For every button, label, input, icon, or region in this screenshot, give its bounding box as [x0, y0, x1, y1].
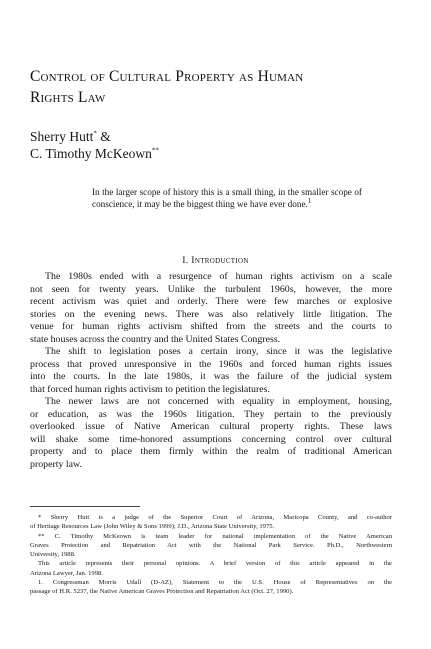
author-name-1: Sherry Hutt	[30, 129, 94, 144]
author-footnote-mark-1: *	[93, 129, 97, 138]
footnote	[30, 578, 392, 597]
body-line: not seen for twenty years. Unlike the turbulent 1960s, however, the more	[30, 283, 392, 295]
footnote	[30, 559, 392, 578]
author-ampersand: &	[96, 129, 111, 144]
body-line: or education, as was the 1960s litigation. They pertain to the previously	[30, 408, 392, 420]
body-line: state houses across the country and the United States Congress.	[30, 333, 281, 345]
body-line: property and to place them firmly within the realm of traditional American	[30, 446, 392, 457]
footnote-line: This article represents their personal opinions. A brief version of this article appeared in the	[38, 560, 392, 568]
footnote-separator	[30, 506, 140, 507]
footnote	[30, 532, 392, 560]
title-line-2: Rights Law	[30, 89, 106, 106]
body-line: property law.	[30, 458, 83, 470]
footnote	[30, 513, 392, 532]
footnotes	[30, 513, 392, 597]
body-line: overlooked issue of Native American cultural property rights. These laws	[30, 421, 392, 432]
author-name-2: C. Timothy McKeown	[30, 146, 152, 161]
body-line: recent activism was quiet and orderly. There were few marches or explosive	[30, 296, 392, 307]
author-line-1	[30, 128, 159, 145]
body-line: stories on the evening news. There was also relatively little litigation. The	[30, 308, 392, 320]
footnote-line: * Sherry Hutt is a judge of the Superior Court of Arizona, Maricopa County, and co-author	[38, 514, 392, 521]
body-line: The newer laws are not concerned with equality in employment, housing,	[45, 396, 392, 407]
body-text	[30, 271, 392, 471]
body-paragraph	[30, 271, 392, 346]
body-line: into the courts. In the late 1980s, it was the failure of the judicial system	[30, 371, 392, 382]
footnote-line: passage of H.R. 5237, the Native American Graves Protection and Repatriation Act (Oct. 27, 1990).	[30, 588, 294, 596]
body-line: venue for human rights activism shifted from the streets and the courts to	[30, 321, 392, 332]
footnote-line: of Heritage Resources Law (John Wiley & Sons 1999); J.D., Arizona State University, 1975.	[30, 523, 275, 531]
body-line: process that proved unresponsive in the 1960s and forced human rights issues	[30, 358, 392, 370]
body-line: that forced human rights activism to petition the legislatures.	[30, 383, 270, 395]
body-paragraph	[30, 396, 392, 471]
footnote-line: University, 1988.	[30, 551, 76, 559]
footnote-line: ** C. Timothy McKeown is team leader for national implementation of the Native American	[38, 532, 392, 540]
title-line-1: Control of Cultural Property as Human	[30, 68, 304, 85]
section-heading: I. Introduction	[182, 255, 249, 266]
epigraph-quote	[92, 186, 362, 210]
body-paragraph	[30, 346, 392, 396]
epigraph-footnote-mark: 1	[307, 197, 312, 206]
author-footnote-mark-2: **	[151, 146, 159, 155]
article-title	[30, 66, 410, 108]
author-line-2	[30, 145, 159, 162]
author-block	[30, 128, 159, 162]
footnote-line: Arizona Lawyer, Jan. 1998.	[30, 569, 103, 577]
body-line: will shake some time-honored assumptions concerning control over cultural	[30, 433, 392, 445]
epigraph-text: In the larger scope of history this is a small thing, in the smaller scope of conscience, it may be the biggest thing we have ever done.	[92, 187, 362, 210]
footnote-line: Graves Protection and Repatriation Act with the National Park Service. Ph.D., Northwestern	[30, 541, 392, 549]
body-line: The shift to legislation poses a certain irony, since it was the legislative	[45, 346, 392, 357]
body-line: The 1980s ended with a resurgence of human rights activism on a scale	[45, 271, 392, 282]
footnote-line: 1. Congressman Morris Udall (D-AZ), Statement to the U.S. House of Representatives on the	[38, 579, 392, 587]
